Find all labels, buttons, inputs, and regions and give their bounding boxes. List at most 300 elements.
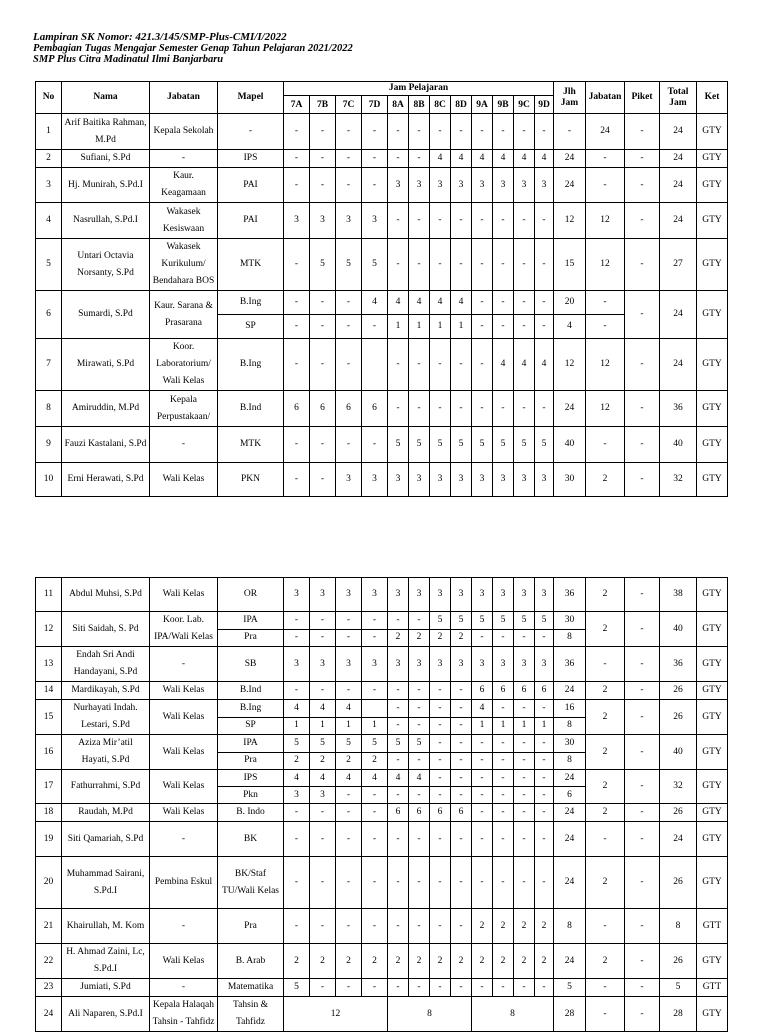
table-row (36, 291, 728, 315)
position-hours: 2 (586, 700, 625, 735)
hours-9a: 3 (472, 578, 493, 612)
hours-9a: 4 (472, 150, 493, 168)
duty-hours: - (625, 612, 660, 647)
hours-7c: - (336, 909, 362, 944)
position-hours: - (586, 427, 625, 463)
subject: PKN (218, 463, 284, 497)
hours-8b: 5 (409, 735, 430, 753)
hours-9c: 3 (514, 647, 535, 682)
hours-9c: - (514, 735, 535, 753)
hours-9b: - (493, 979, 514, 997)
row-number: 5 (36, 239, 62, 291)
hours-9c: - (514, 787, 535, 804)
hours-8d: 3 (451, 578, 472, 612)
hours-9a: - (472, 770, 493, 787)
hours-7a: - (284, 168, 310, 203)
hours-9d: - (535, 979, 554, 997)
hours-7b: - (310, 114, 336, 150)
hours-7c: - (336, 857, 362, 909)
subject: - (218, 114, 284, 150)
hours-9a: - (472, 339, 493, 391)
hours-8a: 3 (388, 578, 409, 612)
hours-7a: - (284, 315, 310, 339)
hours-9c: - (514, 857, 535, 909)
hours-8d: - (451, 682, 472, 700)
employment-status: GTY (697, 770, 728, 804)
hours-8c: 6 (430, 804, 451, 822)
hours-8d: - (451, 391, 472, 427)
hours-8c: 2 (430, 944, 451, 979)
hours-9c: 3 (514, 578, 535, 612)
hours-8b: - (409, 612, 430, 630)
school-name: SMP Plus Citra Madinatul Ilmi Banjarbaru (33, 54, 224, 65)
hours-7c: - (336, 612, 362, 630)
hours-9d: - (535, 291, 554, 315)
hours-9d: - (535, 787, 554, 804)
hours-8d: 4 (451, 291, 472, 315)
hours-7b: - (310, 150, 336, 168)
hours-7c: 3 (336, 203, 362, 239)
hours-8a: 4 (388, 770, 409, 787)
hours-9b: - (493, 700, 514, 718)
total-hours: 40 (660, 735, 697, 770)
subject: SB (218, 647, 284, 682)
hours-8d: - (451, 909, 472, 944)
table-row (36, 463, 728, 497)
subject-total-hours: 24 (554, 682, 586, 700)
hours-8c: - (430, 822, 451, 857)
duty-hours: - (625, 239, 660, 291)
hours-7a: 3 (284, 578, 310, 612)
merged-hours: 8 (388, 997, 472, 1032)
col-class-8d: 8D (451, 96, 472, 114)
hours-9c: - (514, 770, 535, 787)
merged-hours: 12 (284, 997, 388, 1032)
hours-8c: 1 (430, 315, 451, 339)
row-number: 6 (36, 291, 62, 339)
hours-9d: - (535, 804, 554, 822)
table-row (36, 612, 728, 630)
hours-8d: - (451, 787, 472, 804)
total-hours: 32 (660, 463, 697, 497)
hours-7c: 3 (336, 578, 362, 612)
hours-8d: - (451, 203, 472, 239)
subject: Pra (218, 629, 284, 647)
hours-9c: - (514, 114, 535, 150)
hours-7a: 2 (284, 752, 310, 770)
hours-8d: - (451, 239, 472, 291)
hours-9b: 3 (493, 168, 514, 203)
table-row (36, 647, 728, 682)
hours-7b: - (310, 979, 336, 997)
hours-9c: 3 (514, 168, 535, 203)
total-hours: 24 (660, 150, 697, 168)
hours-7d: 2 (362, 944, 388, 979)
col-ket: Ket (697, 82, 728, 114)
hours-8b: - (409, 114, 430, 150)
hours-7c: - (336, 629, 362, 647)
duty-hours: - (625, 944, 660, 979)
hours-8d: - (451, 752, 472, 770)
employment-status: GTY (697, 822, 728, 857)
hours-9b: 5 (493, 612, 514, 630)
hours-9b: - (493, 857, 514, 909)
hours-7c: 1 (336, 717, 362, 735)
hours-7a: - (284, 629, 310, 647)
subject-total-hours: - (554, 114, 586, 150)
duty-hours: - (625, 203, 660, 239)
teacher-name: Abdul Muhsi, S.Pd (62, 578, 150, 612)
teacher-position: Wali Kelas (150, 682, 218, 700)
hours-8d: 3 (451, 463, 472, 497)
hours-7a: 4 (284, 700, 310, 718)
subject-total-hours: 24 (554, 857, 586, 909)
hours-7d: - (362, 787, 388, 804)
teacher-position: Kepala Sekolah (150, 114, 218, 150)
hours-7d: 1 (362, 717, 388, 735)
employment-status: GTY (697, 239, 728, 291)
hours-7b: - (310, 804, 336, 822)
row-number: 8 (36, 391, 62, 427)
duty-hours: - (625, 168, 660, 203)
hours-7d: 4 (362, 291, 388, 315)
hours-7d: - (362, 612, 388, 630)
teaching-assignment-table-2 (35, 577, 728, 1032)
duty-hours: - (625, 909, 660, 944)
hours-8b: - (409, 752, 430, 770)
row-number: 1 (36, 114, 62, 150)
col-class-9a: 9A (472, 96, 493, 114)
hours-9d: - (535, 822, 554, 857)
employment-status: GTT (697, 979, 728, 997)
hours-9a: - (472, 391, 493, 427)
subject: Pra (218, 752, 284, 770)
total-hours: 24 (660, 822, 697, 857)
row-number: 11 (36, 578, 62, 612)
hours-8c: 2 (430, 629, 451, 647)
hours-8d: - (451, 735, 472, 753)
hours-9c: - (514, 804, 535, 822)
hours-9c: 5 (514, 427, 535, 463)
hours-8b: 4 (409, 770, 430, 787)
hours-9d: - (535, 735, 554, 753)
hours-7d: - (362, 909, 388, 944)
document-header (33, 32, 353, 65)
teacher-name: Endah Sri Andi Handayani, S.Pd (62, 647, 150, 682)
teacher-position: Wali Kelas (150, 578, 218, 612)
hours-7c: 2 (336, 752, 362, 770)
subject: BK (218, 822, 284, 857)
hours-9d: 5 (535, 427, 554, 463)
teacher-name: Ali Naparen, S.Pd.I (62, 997, 150, 1032)
hours-9c: - (514, 752, 535, 770)
table-row (36, 203, 728, 239)
teacher-position: Wakasek Kesiswaan (150, 203, 218, 239)
hours-7a: - (284, 909, 310, 944)
hours-7b: 4 (310, 700, 336, 718)
table-row (36, 822, 728, 857)
table-row (36, 909, 728, 944)
hours-8b: 5 (409, 427, 430, 463)
subject-total-hours: 40 (554, 427, 586, 463)
teacher-name: Nasrullah, S.Pd.I (62, 203, 150, 239)
hours-8c: 3 (430, 463, 451, 497)
total-hours: 27 (660, 239, 697, 291)
row-number: 13 (36, 647, 62, 682)
hours-9c: - (514, 203, 535, 239)
hours-8d: - (451, 979, 472, 997)
table-row (36, 239, 728, 291)
hours-8a: - (388, 700, 409, 718)
hours-7b: 2 (310, 944, 336, 979)
row-number: 16 (36, 735, 62, 770)
col-class-7b: 7B (310, 96, 336, 114)
hours-8c: 5 (430, 612, 451, 630)
hours-7d: - (362, 979, 388, 997)
table-row (36, 150, 728, 168)
hours-7b: 3 (310, 578, 336, 612)
teacher-name: Fauzi Kastalani, S.Pd (62, 427, 150, 463)
hours-8b: - (409, 203, 430, 239)
employment-status: GTY (697, 682, 728, 700)
total-hours: 26 (660, 944, 697, 979)
hours-9c: - (514, 291, 535, 315)
hours-7d: - (362, 315, 388, 339)
hours-9c: - (514, 629, 535, 647)
hours-9b: 6 (493, 682, 514, 700)
col-jam-pelajaran: Jam Pelajaran (284, 82, 554, 96)
position-hours: 2 (586, 944, 625, 979)
duty-hours: - (625, 735, 660, 770)
subject-total-hours: 30 (554, 735, 586, 753)
hours-8a: - (388, 979, 409, 997)
subject: MTK (218, 427, 284, 463)
hours-7c: - (336, 427, 362, 463)
hours-9c: - (514, 822, 535, 857)
employment-status: GTY (697, 612, 728, 647)
hours-8a: 5 (388, 427, 409, 463)
employment-status: GTY (697, 427, 728, 463)
hours-7b: - (310, 612, 336, 630)
hours-8d: - (451, 770, 472, 787)
hours-8a: - (388, 682, 409, 700)
hours-8c: - (430, 203, 451, 239)
subject-total-hours: 30 (554, 612, 586, 630)
table-row (36, 997, 728, 1032)
hours-7a: 1 (284, 717, 310, 735)
total-hours: 24 (660, 291, 697, 339)
duty-hours: - (625, 391, 660, 427)
hours-7c: - (336, 979, 362, 997)
hours-8a: - (388, 822, 409, 857)
hours-7c: 5 (336, 239, 362, 291)
position-hours: 2 (586, 770, 625, 804)
hours-8a: 1 (388, 315, 409, 339)
total-hours: 40 (660, 427, 697, 463)
total-hours: 26 (660, 682, 697, 700)
hours-9d: 3 (535, 168, 554, 203)
position-hours: 24 (586, 114, 625, 150)
table-row (36, 979, 728, 997)
hours-9d: - (535, 857, 554, 909)
hours-8a: 3 (388, 168, 409, 203)
hours-7c: 3 (336, 463, 362, 497)
duty-hours: - (625, 647, 660, 682)
hours-7a: 4 (284, 770, 310, 787)
teacher-position: Wali Kelas (150, 463, 218, 497)
position-hours: - (586, 979, 625, 997)
subject: BK/Staf TU/Wali Kelas (218, 857, 284, 909)
table-row (36, 804, 728, 822)
table-row (36, 857, 728, 909)
hours-8c: 3 (430, 578, 451, 612)
subject-total-hours: 4 (554, 315, 586, 339)
hours-7a: - (284, 463, 310, 497)
hours-8a: - (388, 203, 409, 239)
hours-8d: 5 (451, 427, 472, 463)
hours-7b: 3 (310, 787, 336, 804)
subject: MTK (218, 239, 284, 291)
subject-total-hours: 6 (554, 787, 586, 804)
table-row (36, 944, 728, 979)
hours-7b: - (310, 909, 336, 944)
total-hours: 26 (660, 857, 697, 909)
table-row (36, 168, 728, 203)
duty-hours: - (625, 700, 660, 735)
hours-9b: - (493, 239, 514, 291)
total-hours: 36 (660, 391, 697, 427)
subject: B.Ind (218, 682, 284, 700)
duty-hours: - (625, 804, 660, 822)
hours-9d: - (535, 114, 554, 150)
hours-9b: - (493, 629, 514, 647)
hours-7a: 2 (284, 944, 310, 979)
employment-status: GTY (697, 944, 728, 979)
hours-9c: - (514, 700, 535, 718)
hours-9a: - (472, 735, 493, 753)
employment-status: GTY (697, 700, 728, 735)
subject-total-hours: 24 (554, 150, 586, 168)
hours-8d: 5 (451, 612, 472, 630)
col-class-9c: 9C (514, 96, 535, 114)
hours-9c: 5 (514, 612, 535, 630)
subject-total-hours: 24 (554, 168, 586, 203)
subject-total-hours: 12 (554, 203, 586, 239)
position-hours: - (586, 997, 625, 1032)
teacher-position: Kepala Perpustakaan/ (150, 391, 218, 427)
employment-status: GTY (697, 291, 728, 339)
total-hours: 28 (660, 997, 697, 1032)
sk-number: Lampiran SK Nomor: 421.3/145/SMP-Plus-CMI/I/2022 (33, 31, 287, 43)
teacher-position: Wali Kelas (150, 770, 218, 804)
hours-7b: 4 (310, 770, 336, 787)
row-number: 7 (36, 339, 62, 391)
hours-9b: 2 (493, 944, 514, 979)
hours-7c: 4 (336, 700, 362, 718)
hours-7b: 1 (310, 717, 336, 735)
employment-status: GTY (697, 997, 728, 1032)
hours-8c: 3 (430, 168, 451, 203)
position-hours: 2 (586, 463, 625, 497)
position-hours: - (586, 647, 625, 682)
hours-7d: 6 (362, 391, 388, 427)
hours-9d: - (535, 391, 554, 427)
hours-7d: 5 (362, 239, 388, 291)
hours-8d: 3 (451, 168, 472, 203)
hours-8c: - (430, 239, 451, 291)
subject-total-hours: 8 (554, 752, 586, 770)
hours-9b: - (493, 291, 514, 315)
teacher-position: Koor. Lab. IPA/Wali Kelas (150, 612, 218, 647)
subject-total-hours: 30 (554, 463, 586, 497)
hours-7c: - (336, 682, 362, 700)
hours-8b: - (409, 700, 430, 718)
hours-9d: 1 (535, 717, 554, 735)
col-class-9d: 9D (535, 96, 554, 114)
hours-9d: - (535, 700, 554, 718)
hours-8b: - (409, 787, 430, 804)
position-hours: - (586, 315, 625, 339)
hours-9a: - (472, 239, 493, 291)
employment-status: GTY (697, 647, 728, 682)
row-number: 20 (36, 857, 62, 909)
hours-8c: - (430, 735, 451, 753)
teacher-position: Kaur. Sarana & Prasarana (150, 291, 218, 339)
hours-7b: 5 (310, 239, 336, 291)
hours-9b: 3 (493, 463, 514, 497)
hours-7d: - (362, 822, 388, 857)
hours-8b: 3 (409, 168, 430, 203)
row-number: 15 (36, 700, 62, 735)
hours-7c: 4 (336, 770, 362, 787)
hours-9c: 4 (514, 150, 535, 168)
col-piket: Piket (625, 82, 660, 114)
hours-8d: 2 (451, 629, 472, 647)
hours-9a: - (472, 315, 493, 339)
hours-8d: - (451, 700, 472, 718)
hours-9a: - (472, 822, 493, 857)
hours-9a: - (472, 752, 493, 770)
position-hours: 2 (586, 735, 625, 770)
hours-9a: 3 (472, 463, 493, 497)
teacher-position: - (150, 909, 218, 944)
hours-9a: 4 (472, 700, 493, 718)
row-number: 22 (36, 944, 62, 979)
subject-total-hours: 20 (554, 291, 586, 315)
hours-9d: - (535, 315, 554, 339)
hours-8c: - (430, 391, 451, 427)
col-total-jam: Total Jam (660, 82, 697, 114)
hours-8b: - (409, 857, 430, 909)
col-class-9b: 9B (493, 96, 514, 114)
hours-9d: 3 (535, 463, 554, 497)
duty-hours: - (625, 578, 660, 612)
hours-7c: 6 (336, 391, 362, 427)
subject: PAI (218, 203, 284, 239)
row-number: 17 (36, 770, 62, 804)
hours-8a: - (388, 857, 409, 909)
duty-hours: - (625, 770, 660, 804)
subject: IPS (218, 770, 284, 787)
hours-8a: - (388, 391, 409, 427)
total-hours: 26 (660, 700, 697, 735)
row-number: 12 (36, 612, 62, 647)
total-hours: 26 (660, 804, 697, 822)
hours-9a: - (472, 114, 493, 150)
subject-total-hours: 24 (554, 770, 586, 787)
duty-hours: - (625, 427, 660, 463)
teacher-position: Kepala Halaqah Tahsin - Tahfidz (150, 997, 218, 1032)
